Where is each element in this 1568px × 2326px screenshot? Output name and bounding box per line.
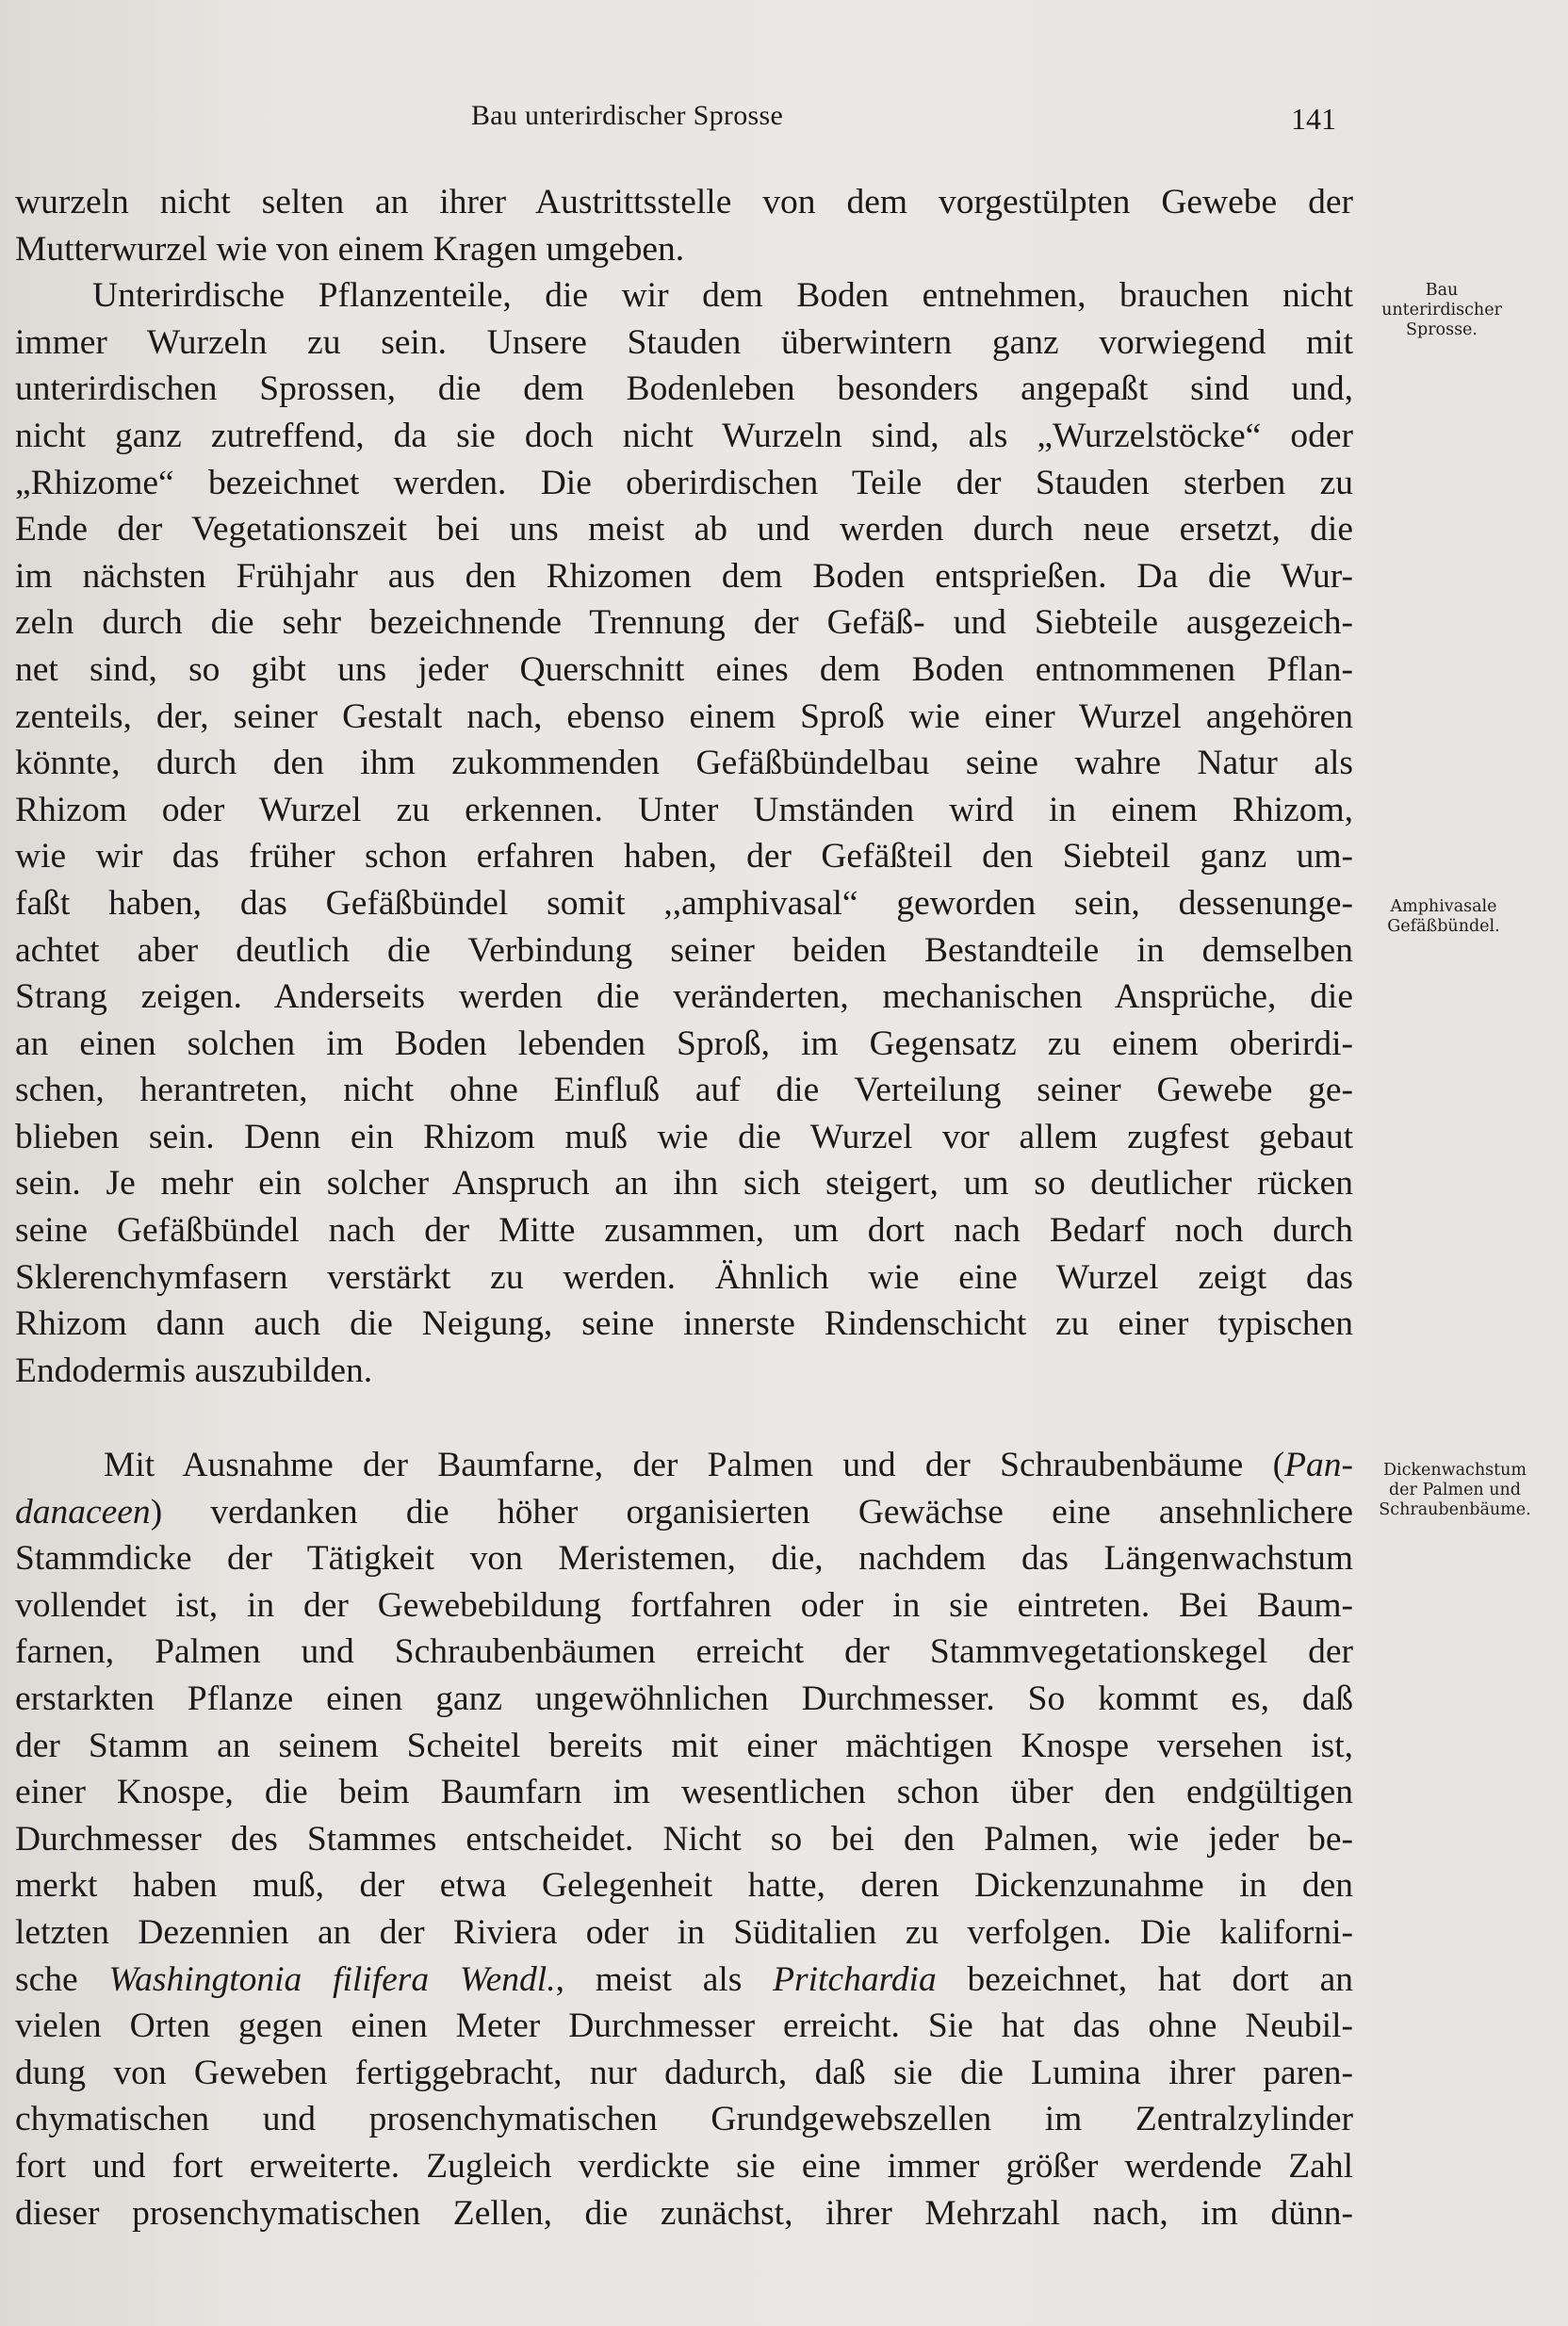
text-line: faßt haben, das Gefäßbündel somit ,,amphivasal“ geworden sein, dessenunge- xyxy=(15,883,1353,923)
paragraph-continuation xyxy=(15,179,1353,272)
text-line: erstarkten Pflanze einen ganz ungewöhnlichen Durchmesser. So kommt es, daß xyxy=(15,1679,1353,1718)
text-line: könnte, durch den ihm zukommenden Gefäßbündelbau seine wahre Natur als xyxy=(15,744,1353,783)
margin-note-line: der Palmen und xyxy=(1388,1481,1522,1499)
text-line: merkt haben muß, der etwa Gelegenheit hatte, deren Dickenzunahme in den xyxy=(15,1866,1353,1906)
text-line: farnen, Palmen und Schraubenbäumen erreicht der Stammvegetationskegel der xyxy=(15,1632,1353,1672)
margin-note-bau-unterirdischer-sprosse xyxy=(1357,281,1527,340)
text-line: „Rhizome“ bezeichnet werden. Die oberirdischen Teile der Stauden sterben zu xyxy=(15,463,1353,502)
text-line: im nächsten Frühjahr aus den Rhizomen dem Boden entsprießen. Da die Wur- xyxy=(15,556,1353,596)
text-line: Stammdicke der Tätigkeit von Meristemen, die, nachdem das Längenwachstum xyxy=(15,1539,1353,1579)
text-run: bezeichnet, hat dort an xyxy=(936,1959,1353,1999)
margin-note-line: Schraubenbäume. xyxy=(1379,1500,1531,1519)
margin-note-line: Amphivasale xyxy=(1390,897,1497,916)
text-line: einer Knospe, die beim Baumfarn im wesentlichen schon über den endgültigen xyxy=(15,1773,1353,1812)
margin-note-line: unterirdischer xyxy=(1381,301,1502,319)
text-line: fort und fort erweiterte. Zugleich verdickte sie eine immer größer werdende Zahl xyxy=(15,2146,1353,2186)
text-line: net sind, so gibt uns jeder Querschnitt eines dem Boden entnommenen Pflan- xyxy=(15,649,1353,689)
text-line: blieben sein. Denn ein Rhizom muß wie die Wurzel vor allem zugfest gebaut xyxy=(15,1117,1353,1156)
text-line: sein. Je mehr ein solcher Anspruch an ihn sich steigert, um so deutlicher rücken xyxy=(15,1164,1353,1204)
text-line: immer Wurzeln zu sein. Unsere Stauden überwintern ganz vorwiegend mit xyxy=(15,322,1353,362)
text-line: schen, herantreten, nicht ohne Einfluß auf die Verteilung seiner Gewebe ge- xyxy=(15,1071,1353,1110)
running-title: Bau unterirdischer Sprosse xyxy=(471,100,784,131)
text-line: unterirdischen Sprossen, die dem Bodenleben besonders angepaßt sind und, xyxy=(15,369,1353,409)
text-line: vielen Orten gegen einen Meter Durchmesser erreicht. Sie hat das ohne Neubil- xyxy=(15,2007,1353,2046)
paragraph-dickenwachstum xyxy=(15,1442,1353,2236)
text-run: ) verdanken die höher organisierten Gewächse eine ansehnlichere xyxy=(150,1492,1353,1532)
text-run: sche xyxy=(15,1959,109,1999)
text-line: Sklerenchymfasern verstärkt zu werden. Ähnlich wie eine Wurzel zeigt das xyxy=(15,1257,1353,1297)
text-line: an einen solchen im Boden lebenden Sproß, im Gegensatz zu einem oberirdi- xyxy=(15,1024,1353,1063)
text-line: zenteils, der, seiner Gestalt nach, ebenso einem Sproß wie einer Wurzel angehören xyxy=(15,696,1353,736)
paragraph-rhizome xyxy=(15,272,1353,1394)
margin-note-dickenwachstum xyxy=(1355,1461,1555,1520)
text-line xyxy=(15,1489,1353,1536)
text-run: Mit Ausnahme der Baumfarne, der Palmen und der Schraubenbäume ( xyxy=(104,1446,1285,1484)
text-line: Mutterwurzel wie von einem Kragen umgeben. xyxy=(15,229,685,269)
text-line: Strang zeigen. Anderseits werden die veränderten, mechanischen Ansprüche, die xyxy=(15,977,1353,1017)
text-line: letzten Dezennien an der Riviera oder in Süditalien zu verfolgen. Die kaliforni- xyxy=(15,1912,1353,1952)
text-block-upper xyxy=(15,179,1353,1394)
page-number: 141 xyxy=(1291,102,1336,136)
text-line: Unterirdische Pflanzenteile, die wir dem Boden entnehmen, brauchen nicht xyxy=(92,276,1353,316)
italic-run: Pan- xyxy=(1284,1446,1353,1484)
text-line: wie wir das früher schon erfahren haben, der Gefäßteil den Siebteil ganz um- xyxy=(15,837,1353,876)
text-line: Ende der Vegetationszeit bei uns meist ab und werden durch neue ersetzt, die xyxy=(15,510,1353,549)
text-line xyxy=(15,1957,1353,2004)
text-line: dung von Geweben fertiggebracht, nur dadurch, daß sie die Lumina ihrer paren- xyxy=(15,2053,1353,2092)
margin-note-line: Bau xyxy=(1425,281,1459,300)
running-head xyxy=(0,100,1568,138)
text-line: nicht ganz zutreffend, da sie doch nicht Wurzeln sind, als „Wurzelstöcke“ oder xyxy=(15,416,1353,455)
text-line: Durchmesser des Stammes entscheidet. Nicht so bei den Palmen, wie jeder be- xyxy=(15,1819,1353,1859)
italic-run: Pritchardia xyxy=(773,1959,937,1999)
margin-note-line: Sprosse. xyxy=(1406,320,1478,339)
margin-note-line: Gefäßbündel. xyxy=(1387,917,1500,936)
text-line: Rhizom oder Wurzel zu erkennen. Unter Umständen wird in einem Rhizom, xyxy=(15,790,1353,829)
text-line xyxy=(15,1442,1353,1489)
margin-note-amphivasale xyxy=(1363,897,1525,937)
text-line: zeln durch die sehr bezeichnende Trennung der Gefäß- und Siebteile ausgezeich- xyxy=(15,603,1353,643)
text-block-lower xyxy=(15,1442,1353,2236)
text-run: , meist als xyxy=(555,1959,774,1999)
italic-run: Washingtonia filifera Wendl. xyxy=(108,1959,556,1999)
text-line: wurzeln nicht selten an ihrer Austrittsstelle von dem vorgestülpten Gewebe der xyxy=(15,183,1353,221)
text-line: der Stamm an seinem Scheitel bereits mit einer mächtigen Knospe versehen ist, xyxy=(15,1726,1353,1765)
italic-run: danaceen xyxy=(15,1492,151,1532)
text-line: seine Gefäßbündel nach der Mitte zusammen, um dort nach Bedarf noch durch xyxy=(15,1211,1353,1251)
margin-note-line: Dickenwachstum xyxy=(1382,1461,1527,1480)
text-line: achtet aber deutlich die Verbindung seiner beiden Bestandteile in demselben xyxy=(15,930,1353,970)
text-line: Rhizom dann auch die Neigung, seine innerste Rindenschicht zu einer typischen xyxy=(15,1304,1353,1344)
text-line: dieser prosenchymatischen Zellen, die zunächst, ihrer Mehrzahl nach, im dünn- xyxy=(15,2193,1353,2233)
text-line: chymatischen und prosenchymatischen Grundgewebszellen im Zentralzylinder xyxy=(15,2100,1353,2139)
text-line: Endodermis auszubilden. xyxy=(15,1351,373,1390)
text-line: vollendet ist, in der Gewebebildung fortfahren oder in sie eintreten. Bei Baum- xyxy=(15,1585,1353,1625)
